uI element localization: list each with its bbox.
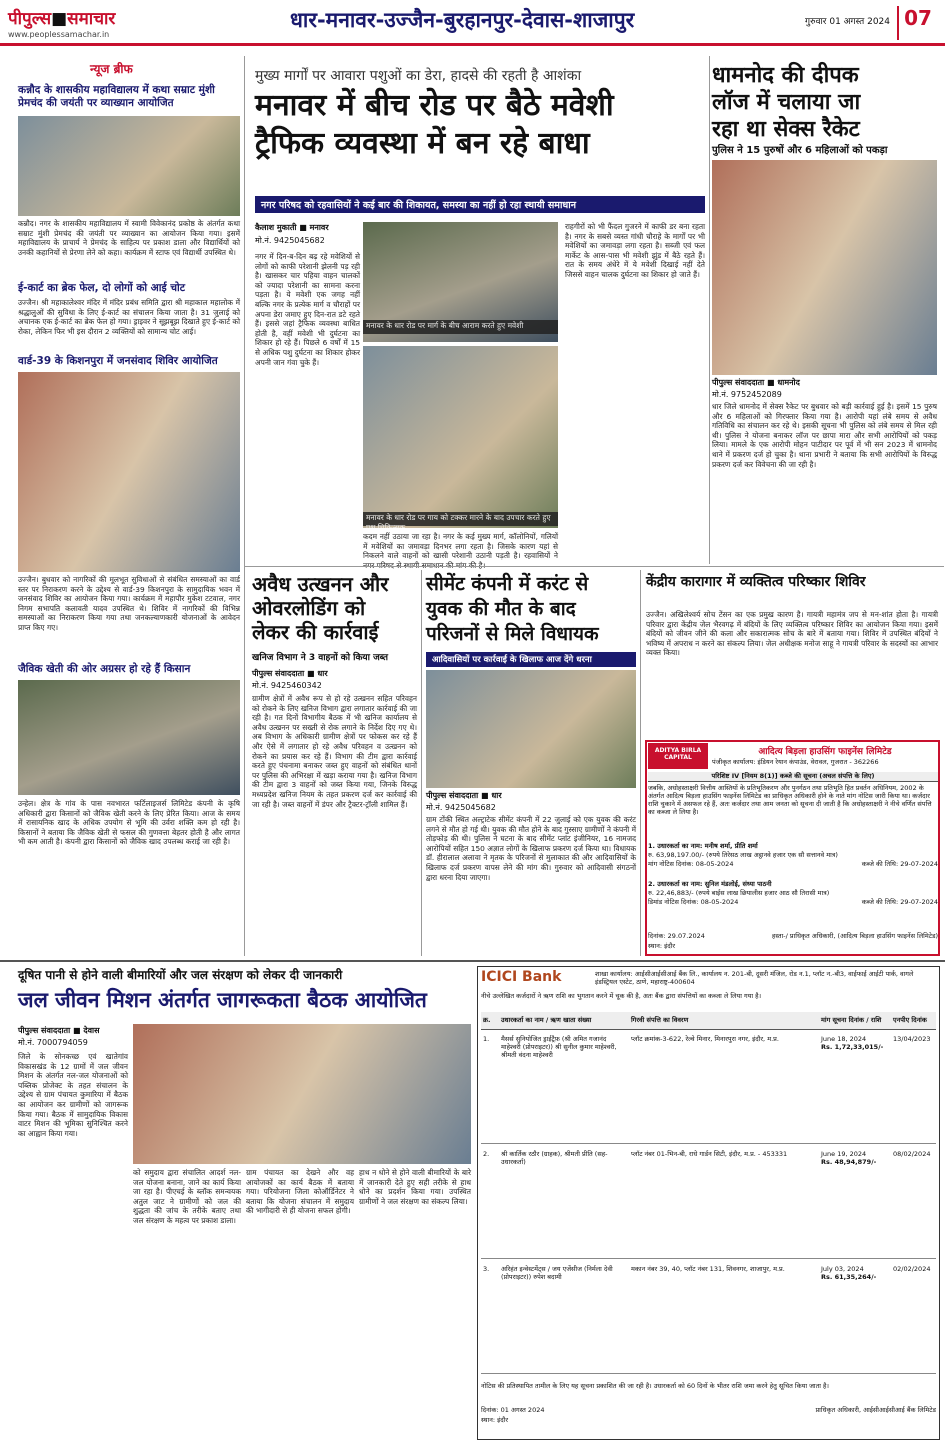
- lead-kicker: मुख्य मार्गों पर आवारा पशुओं का डेरा, हादसे की रहती है आशंका: [255, 68, 582, 84]
- aditya-signatory: हस्ता-/ प्राधिकृत अधिकारी, (आदित्य बिड़ला हाउसिंग फाइनेंस लिमिटेड): [771, 932, 938, 940]
- icici-cell-date: [821, 1265, 891, 1370]
- brief-4-body: उन्हेल। क्षेत्र के गांव के पास नवभारत फर्टिलाइजर्स लिमिटेड कंपनी के कृषि अधिकारी द्वारा किसानों को जैविक खेती करने के लिए प्रेरित किया। आज के समय में रासायनिक खाद के अधिक उपयोग से भूमि की उर्वरा शक्ति कम हो रही है। किसानों ने बताया कि जैविक खेती से फसल की गुणवत्ता बेहतर होती है और लागत भी कम आती है। कंपनी द्वारा किसानों को जैविक खाद उपलब्ध कराई जा रही है।: [18, 799, 240, 847]
- brief-4-photo: [18, 680, 240, 795]
- aditya-demand-2: डिमांड नोटिस दिनांक: 08-05-2024: [648, 898, 739, 906]
- brief-2-body: उज्जैन। श्री महाकालेश्वर मंदिर में मंदिर प्रबंध समिति द्वारा श्री महाकाल महालोक में श्रद्धालुओं की सुविधा के लिए ई-कार्ट का संचालन किया जाता है। 31 जुलाई को अचानक एक ई-कार्ट का ब्रेक फेल हो गया। ड्राइवर ने सूझबूझ दिखाते हुए ई-कार्ट को रोका, लेकिन फिर भी इस दौरान 2 व्यक्तियों को सामान्य चोट आई।: [18, 298, 240, 336]
- mining-body: ग्रामीण क्षेत्रों में अवैध रूप से हो रहे उत्खनन सहित परिवहन को रोकने के लिए खनिज विभाग द्वारा लगातार कार्रवाई की जा रही है। गत दिनों विभागीय बैठक में भी खनिज कार्यालय से अवैध उत्खनन पर सख्ती से रोक लगाने के निर्देश दिए गए थे। अब विभाग के अधिकारी ग्रामीण क्षेत्रों पर फोकस कर रहे हैं और ऐसे में लगातार हो रहे अवैध परिवहन व उत्खनन को रोकने का प्रयास कर रहे हैं। विभाग की टीम द्वारा कार्रवाई करते हुए पंचनामा बनाकर जब्त हुए वाहनों को संबंधित थानों पर पुलिस की अभिरक्षा में खड़ा कराया गया है। खनिज विभाग की टीम द्वारा 3 वाहनों को जब्त किया गया, जिनके विरुद्ध मध्यप्रदेश खनिज नियम के तहत प्रकरण दर्ज कर कार्रवाई की जा रही है। जब्त वाहनों में डंपर और ट्रैक्टर-ट्रॉली शामिल हैं।: [252, 694, 417, 809]
- aditya-address: पंजीकृत कार्यालय: इंडियन रेयान कंपाउंड, वेरावल, गुजरात - 362266: [712, 758, 879, 766]
- icici-cell-amount: Rs. 61,35,264/-: [821, 1273, 877, 1281]
- icici-col-date: मांग सूचना दिनांक / राशि: [821, 1016, 882, 1024]
- cement-title: सीमेंट कंपनी में करंट से युवक की मौत के बाद परिजनों से मिले विधायक: [426, 573, 599, 645]
- aditya-borrower-1: 1. उधारकर्ता का नाम: मनीष शर्मा, प्रीति शर्मा: [648, 842, 758, 850]
- mining-subhead: खनिज विभाग ने 3 वाहनों को किया जब्त: [252, 653, 388, 663]
- dhamnod-subhead: पुलिस ने 15 पुरुषों और 6 महिलाओं को पकड़ा: [712, 145, 888, 156]
- lead-body-2: राहगीरों को भी फैंदल गुजरने में काफी डर बना रहता है। नगर के सबसे व्यस्त गांधी चौराहे के मार्गों पर भी मवेशियों का जमावड़ा लगा रहता है। सब्जी एवं फल मार्केट के आस-पास भी मवेशी झुंड में बैठे रहते हैं। रात के समय अंधेरे में ये मवेशी दिखाई नहीं देते जिससे वाहन चालक दुर्घटना का शिकार हो जाते हैं।: [565, 222, 705, 279]
- column-rule: [421, 570, 422, 956]
- lead-photo-2-caption: मनावर के धार रोड पर गाय को टक्कर मारने के बाद उपचार करते हुए पशु चिकित्सक: [363, 512, 558, 526]
- aditya-possession-1: कब्जे की तिथि: 29-07-2024: [861, 860, 938, 868]
- brief-3-body: उज्जैन। बुधवार को नागरिकों की मूलभूत सुविधाओं से संबंधित समस्याओं का वार्ड स्तर पर निराकरण करने के उद्देश्य से वार्ड-39 किशनपुरा के सामुदायिक भवन में जनसंवाद शिविर का आयोजन किया गया। कार्यक्रम में महापौर मुकेश टटवाल, नगर निगम सभापति कलावती यादव उपस्थित थे। शिविर में नागरिकों की विभिन्न समस्याओं का निराकरण किया गया तथा जनकल्याणकारी योजनाओं के आवेदन प्राप्त किए गए।: [18, 575, 240, 632]
- icici-cell-npa: 13/04/2023: [893, 1035, 931, 1043]
- lead-subhead: नगर परिषद को रहवासियों ने कई बार की शिकायत, समस्या का नहीं हो रहा स्थायी समाधान: [255, 196, 705, 213]
- lead-body-1: नगर में दिन-ब-दिन बढ़ रहे मवेशियों से लोगों को काफी परेशानी झेलनी पड़ रही है। खासकर चार पहिया वाहन चालकों को ज्यादा परेशानी का सामना करना पड़ता है। ये मवेशी एक जगह नहीं बल्कि नगर के प्रत्येक मार्ग व चौराहों पर अपना डेरा जमाए हुए दिन-रात डटे रहते हैं। इससे जहां ट्रैफिक व्यवस्था बाधित होती है, वहीं मवेशी भी दुर्घटना का शिकार हो रहे हैं। पिछले 6 वर्षों में 15 से अधिक पशु दुर्घटना का शिकार होकर अपनी जान गंवा चुके हैं।: [255, 252, 360, 367]
- cement-phone: मो.नं. 9425045682: [426, 803, 496, 812]
- icici-cell-amount: Rs. 48,94,879/-: [821, 1158, 877, 1166]
- water-body-3: ग्राम पंचायत का देखने और वह आयोजकों का कार्य बैठक में बताया गया। परियोजना जिला कोऑर्डिनेटर ने बताया कि योजना संचालन में समुदाय की भागीदारी से ही योजना सफल होगी।: [246, 1168, 354, 1216]
- table-row: [481, 1147, 936, 1259]
- dhamnod-byline: पीपुल्स संवाददाता ■ धामनोद: [712, 378, 800, 387]
- icici-cell-name: अरिहंत इन्वेस्टमेंट्स / जय एजेंसीज (निर्मला देवी (प्रोपराइटर)) रुपेश बदामी: [501, 1265, 613, 1281]
- lead-title-line1: मनावर में बीच रोड पर बैठे मवेशी: [255, 88, 614, 123]
- mining-phone: मो.नं. 9425460342: [252, 681, 322, 690]
- aditya-notice: परिशिष्ट IV [नियम 8(1)] कब्जे की सूचना (अचल संपत्ति के लिए): [648, 772, 938, 782]
- cement-photo: [426, 670, 636, 788]
- lead-body-3: कदम नहीं उठाया जा रहा है। नगर के कई मुख्य मार्ग, कॉलोनियों, गलियों में मवेशियों का जमावड़ा दिनभर लगा रहता है। जिसके कारण यहां से निकलने वाले वाहनों को खासी परेशानी उठानी पड़ती है। रहवासियों ने: [363, 532, 558, 561]
- lead-photo-2: [363, 346, 558, 528]
- column-rule: [244, 56, 245, 956]
- cement-byline: पीपुल्स संवाददाता ■ धार: [426, 791, 502, 800]
- icici-cell-npa: 08/02/2024: [893, 1150, 931, 1158]
- issue-date: गुरुवार 01 अगस्त 2024: [805, 17, 890, 27]
- jail-title: केंद्रीय कारागार में व्यक्तित्व परिष्कार शिविर: [646, 574, 866, 590]
- table-row: [481, 1032, 936, 1144]
- icici-cell-no: 2.: [483, 1150, 490, 1158]
- lead-title-line2: ट्रैफिक व्यवस्था में बन रहे बाधा: [255, 126, 590, 161]
- water-photo: [133, 1024, 471, 1164]
- lead-photo-1-caption: मनावर के धार रोड पर मार्ग के बीच आराम करते हुए मवेशी: [363, 320, 558, 334]
- website-url[interactable]: www.peoplessamachar.in: [8, 30, 110, 39]
- icici-cell-no: 3.: [483, 1265, 490, 1273]
- icici-logo: ICICI Bank: [481, 969, 562, 985]
- mining-byline: पीपुल्स संवाददाता ■ धार: [252, 669, 328, 678]
- icici-cell-amount: Rs. 1,72,33,015/-: [821, 1043, 884, 1051]
- water-title: जल जीवन मिशन अंतर्गत जागरूकता बैठक आयोजित: [18, 988, 427, 1012]
- cement-body: ग्राम टोंकी स्थित अल्ट्राटेक सीमेंट कंपनी में 22 जुलाई को एक युवक की करंट लगने से मौत हो गई थी। युवक की मौत होने के बाद गुस्साए ग्रामीणों ने कंपनी में तोड़फोड़ की थी। पुलिस ने घटना के बाद सीमेंट प्लांट इंजीनियर, 16 नामजद आरोपियों सहित 150 अज्ञात लोगों के खिलाफ प्रकरण दर्ज किया था। विधायक डॉ. हीरालाल अलावा ने मृतक के परिजनों से मुलाकात की और आदिवासियों के खिलाफ दर्ज प्रकरण वापस लेने की मांग की। गुरुवार को आदिवासी संगठनों द्वारा धरना दिया जाएगा।: [426, 815, 636, 882]
- brief-3-photo: [18, 372, 240, 572]
- icici-cell-name: श्री कार्तिक रठौर (ग्राहक), श्रीमती प्रीति (सह-उधारकर्ता): [501, 1150, 608, 1166]
- aditya-amount-2: रु. 22,46,883/- (रुपये बाईस लाख छियालीस हजार आठ सौ तिरासी मात्र): [648, 889, 830, 897]
- table-row: [481, 1262, 936, 1374]
- aditya-possession-2: कब्जे की तिथि: 29-07-2024: [861, 898, 938, 906]
- section-rule: [0, 960, 945, 962]
- lead-byline: कैलाश मुकाती ■ मनावर: [255, 223, 329, 232]
- mining-title: अवैध उत्खनन और ओवरलोडिंग को लेकर की कार्रवाई: [252, 572, 389, 644]
- dhamnod-photo: [712, 160, 937, 375]
- jail-body: उज्जैन। अखिलेश्वर्य सोच टेंसन का एक प्रमुख कारण है। गायत्री महामंत्र जप से मन-शांत होता है। गायत्री परिवार द्वारा केंद्रीय जेल भैरवगढ़ में बंदियों के लिए व्यक्तित्व परिष्कार शिविर का आयोजन किया गया। इसमें बंदियों को जीवन जीने की कला और सकारात्मक सोच के बारे में बताया गया। शिविर में उपस्थित बंदियों ने भविष्य में अपराध न करने का संकल्प लिया। जेल अधीक्षक मनोज साहू ने गायत्री परिवार के सदस्यों का आभार व्यक्त किया।: [646, 610, 938, 658]
- dhamnod-phone: मो.नं. 9752452089: [712, 390, 782, 399]
- icici-cell-property: प्लॉट क्रमांक-3-622, रेल्वे मिनार, मिनारपुरा नगर, इंदौर, म.प्र.: [631, 1035, 779, 1043]
- water-body-1: जिले के सोनकच्छ एवं खातेगांव विकासखंड के 12 ग्रामों में जल जीवन मिशन के अंतर्गत नल-जल योजनाओं को पब्लिक प्रोजेक्ट के तहत संचालन के उद्देश्य से ग्राम पंचायत कुमारिया में बैठक का आयोजन कर ग्रामीणों को जागरूक किया गया। बैठक में सामुदायिक विकास वाटर मिशन की भूमिका सुनिश्चित करने का आह्वान किया गया।: [18, 1052, 128, 1138]
- column-rule: [640, 570, 641, 956]
- icici-intro: नीचे उल्लेखित कर्जदारों ने ऋण राशि का भुगतान करने में चूक की है, अतः बैंक द्वारा संपत्तियों का कब्जा ले लिया गया है।: [481, 992, 762, 1000]
- aditya-date: दिनांक: 29.07.2024: [648, 932, 705, 940]
- icici-footer: नोटिस की प्रतिस्थापित तामील के लिए यह सूचना प्रकाशित की जा रही है। उधारकर्ता को 60 दिनों के भीतर राशि जमा करने हेतु सूचित किया जाता है।: [481, 1382, 829, 1390]
- cement-subhead: आदिवासियों पर कार्रवाई के खिलाफ आज देंगे धरना: [426, 652, 636, 667]
- icici-place: स्थान: इंदौर: [481, 1416, 509, 1424]
- brief-1-title: कन्नौद के शासकीय महाविद्यालय में कथा सम्राट मुंशी प्रेमचंद की जयंती पर व्याख्यान आयोजित: [18, 84, 215, 109]
- water-phone: मो.नं. 7000794059: [18, 1038, 88, 1047]
- icici-col-property: गिरवी संपत्ति का विवरण: [631, 1016, 689, 1024]
- aditya-body: जबकि, अधोहस्ताक्षरी वित्तीय आस्तियों के प्रतिभूतिकरण और पुनर्गठन तथा प्रतिभूति हित प्रवर्तन अधिनियम, 2002 के अंतर्गत आदित्य बिड़ला हाउसिंग फाइनेंस लिमिटेड का प्राधिकृत अधिकारी होने के नाते मांग नोटिस जारी किया था। कर्जदार राशि चुकाने में असफल रहे हैं, अतः कर्जदार तथा आम जनता को सूचना दी जाती है कि अधोहस्ताक्षरी ने नीचे वर्णित संपत्ति का कब्जा ले लिया है।: [648, 784, 932, 816]
- icici-cell-date: [821, 1150, 891, 1255]
- aditya-borrower-2: 2. उधारकर्ता का नाम: सुनिल मंडलोई, संध्या पाठनी: [648, 880, 772, 888]
- brief-1-body: कन्नौद। नगर के शासकीय महाविद्यालय में स्वामी विवेकानंद प्रकोष्ठ के अंतर्गत कथा सम्राट मुंशी प्रेमचंद की जयंती पर व्याख्यान का आयोजन किया गया। इसमें महाविद्यालय के प्राचार्य ने प्रेमचंद के साहित्य पर प्रकाश डाला और विद्यार्थियों को उनकी कहानियों से प्रेरणा लेने को कहा। कार्यक्रम में स्टाफ एवं विद्यार्थी उपस्थित थे।: [18, 219, 240, 257]
- newspaper-logo[interactable]: पीपुल्स■समाचार: [8, 9, 116, 29]
- icici-cell-date: [821, 1035, 891, 1140]
- brief-1-photo: [18, 116, 240, 216]
- icici-table-body: [481, 1032, 936, 1377]
- column-rule: [709, 56, 710, 564]
- page-number: 07: [897, 6, 937, 40]
- icici-col-name: उधारकर्ता का नाम / ऋण खाता संख्या: [501, 1016, 592, 1024]
- icici-cell-property: मकान नंबर 39, 40, प्लॉट नंबर 131, शिवनगर, शाजापुर, म.प्र.: [631, 1265, 785, 1273]
- dhamnod-title: धामनोद की दीपक लॉज में चलाया जा रहा था सेक्स रैकेट: [712, 63, 861, 142]
- aditya-title: आदित्य बिड़ला हाउसिंग फाइनेंस लिमिटेड: [758, 747, 892, 757]
- icici-cell-name: मैसर्स सुनियोजित ड्राईट्रैफ़ (श्री अमित गजानंद माहेश्वरी (प्रोपराइटर)) श्री सुनील कुमार माहेश्वरी, श्रीमती वंदना माहेश्वरी: [501, 1035, 617, 1059]
- icici-signatory: प्राधिकृत अधिकारी, आईसीआईसीआई बैंक लिमिटेड: [815, 1406, 936, 1414]
- water-byline: पीपुल्स संवाददाता ■ देवास: [18, 1026, 100, 1035]
- icici-cell-date: July 03, 2024: [821, 1265, 864, 1273]
- brief-4-title: जैविक खेती की ओर अग्रसर हो रहे हैं किसान: [18, 663, 191, 675]
- icici-date: दिनांक: 01 अगस्त 2024: [481, 1406, 545, 1414]
- brief-3-title: वार्ड-39 के किशनपुरा में जनसंवाद शिविर आयोजित: [18, 355, 218, 367]
- icici-cell-date: June 19, 2024: [821, 1150, 867, 1158]
- aditya-logo: ADITYA BIRLA CAPITAL: [648, 743, 708, 769]
- news-brief-label: न्यूज ब्रीफ: [90, 62, 133, 76]
- section-rule: [244, 566, 944, 567]
- aditya-amount-1: रु. 63,98,197.00/- (रुपये तिरेसठ लाख अट्ठानवे हजार एक सौ सत्तानवे मात्र): [648, 851, 838, 859]
- icici-cell-no: 1.: [483, 1035, 490, 1043]
- icici-address: शाखा कार्यालय: आईसीआईसीआई बैंक लि., कार्यालय न. 201-बी, दूसरी मंजिल, रोड न.1, प्लॉट न.-बी3, वाईफाई आईटी पार्क, वागले इंडस्ट्रियल एस्टेट, ठाणे, महाराष्ट्र-400604: [595, 970, 914, 986]
- icici-col-no: क्र.: [483, 1016, 491, 1024]
- aditya-demand-1: मांग नोटिस दिनांक: 08-05-2024: [648, 860, 734, 868]
- icici-cell-date: June 18, 2024: [821, 1035, 867, 1043]
- icici-table-header: [481, 1012, 936, 1030]
- brief-2-title: ई-कार्ट का ब्रेक फेल, दो लोगों को आई चोट: [18, 282, 185, 294]
- lead-phone: मो.नं. 9425045682: [255, 236, 325, 245]
- dhamnod-body: धार जिले धामनोद में सेक्स रैकेट पर बुधवार को बड़ी कार्रवाई हुई है। इसमें 15 पुरुष और 6 महिलाओं को गिरफ्तार किया गया है। आरोपी यहां लंबे समय से अवैध गतिविधि का संचालन कर रहे थे। इसकी सूचना भी पुलिस को लंबे समय से मिल रही थी। पुलिस ने योजना बनाकर लॉज पर छापा मारा और सभी आरोपियों को पकड़ लिया। मामले के एक आरोपी मोहन पाटीदार पर पूर्व में भी सन 2023 में धामनोद थाने में प्रकरण दर्ज हो चुका है। थाना प्रभारी ने बताया कि सभी आरोपियों के विरुद्ध प्रकरण दर्ज कर विवेचना की जा रही है।: [712, 402, 937, 469]
- edition-title: धार-मनावर-उज्जैन-बुरहानपुर-देवास-शाजापुर: [290, 8, 635, 32]
- water-body-2: को समुदाय द्वारा संचालित आदर्श नल-जल योजना बनाना, जाने का कार्य किया जा रहा है। पीएचई के ब्लॉक समन्वयक अतुल जाट ने ग्रामीणों को जल की शुद्धता की जांच के तरीके बताए तथा जल संरक्षण के महत्व पर प्रकाश डाला।: [133, 1168, 241, 1225]
- aditya-place: स्थान: इंदौर: [648, 942, 676, 950]
- icici-cell-property: प्लॉट नंबर 01-भिन-बी, राधे गार्डन सिटी, इंदौर, म.प्र. - 453331: [631, 1150, 788, 1158]
- icici-cell-npa: 02/02/2024: [893, 1265, 931, 1273]
- water-body-4: हाथ न धोने से होने वाली बीमारियों के बारे में जानकारी देते हुए सही तरीके से हाथ धोने का प्रदर्शन किया गया। उपस्थित ग्रामीणों ने जल संरक्षण का संकल्प लिया।: [359, 1168, 471, 1206]
- icici-col-npa: एनपीए दिनांक: [893, 1016, 927, 1024]
- water-kicker: दूषित पानी से होने वाली बीमारियों और जल संरक्षण को लेकर दी जानकारी: [18, 968, 343, 982]
